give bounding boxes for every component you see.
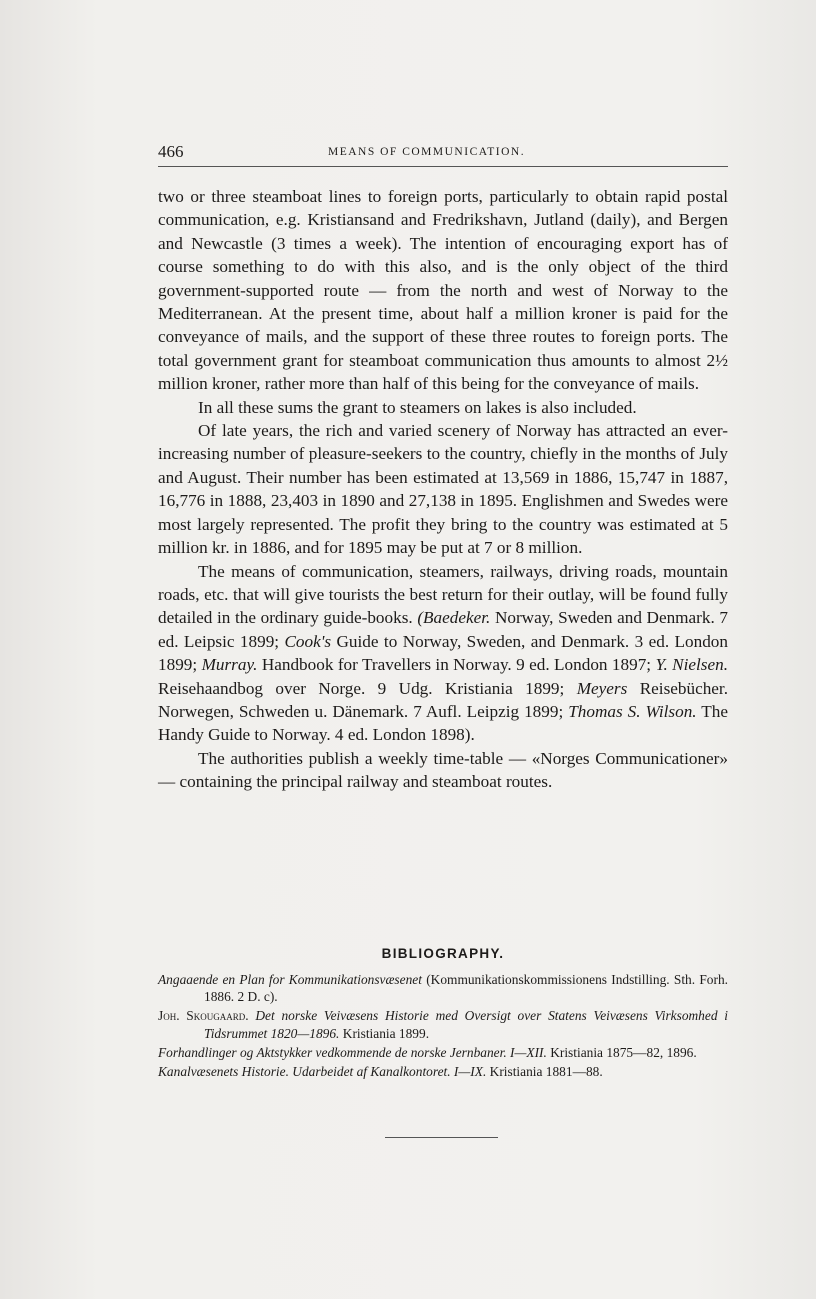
page-header — [158, 142, 728, 167]
bibliography-entry: Kanalvæsenets Historie. Udarbeidet af Kanalkontoret. I—IX. Kristiania 1881—88. — [158, 1064, 603, 1080]
paragraph-timetable: The authorities publish a weekly time-table — «Norges Communicationer» — containing the principal railway and steamboat routes. — [158, 748, 728, 792]
paragraph-tourism: Of late years, the rich and varied scenery of Norway has attracted an ever-increasing number of pleasure-seekers to the country, chiefly in the months of July and August. Their number has been estimated at 13,569 in 1886, 15,747 in 1887, 16,776 in 1888, 23,403 in 1890 and 27,138 in 1895. Englishmen and Swedes were most largely represented. The profit they bring to the country was estimated at 5 million kr. in 1886, and for 1895 may be put at 7 or 8 million. — [158, 421, 728, 558]
bibliography-entry: Forhandlinger og Aktstykker vedkommende de norske Jernbaner. I—XII. Kristiania 1875—82, 1896. — [158, 1044, 697, 1060]
end-rule — [385, 1137, 498, 1138]
paragraph-lake-steamers: In all these sums the grant to steamers on lakes is also included. — [198, 397, 637, 417]
bibliography-heading: BIBLIOGRAPHY. — [381, 946, 505, 961]
bibliography-entry: Joh. Skougaard. Det norske Veivæsens Historie med Oversigt over Statens Veivæsens Virksomhed i Tidsrummet 1820—1896. Kristiania 1899. — [158, 1008, 728, 1041]
paragraph-guidebooks: The means of communication, steamers, railways, driving roads, mountain roads, etc. that will give tourists the best return for their outlay, will be found fully detailed in the ordinary guide-books. (Baedeker. Norway, Sweden and Denmark. 7 ed. Leipsic 1899; Cook's Guide to Norway, Sweden, and Denmark. 3 ed. London 1899; Murray. Handbook for Travellers in Norway. 9 ed. London 1897; Y. Nielsen. Reisehaandbog over Norge. 9 Udg. Kristiania 1899; Meyers Reisebücher. Norwegen, Schweden u. Dänemark. 7 Aufl. Leipzig 1899; Thomas S. Wilson. The Handy Guide to Norway. 4 ed. London 1898). — [158, 561, 728, 745]
body-text — [158, 185, 728, 794]
page-number: 466 — [158, 142, 184, 161]
bibliography-entry: Angaaende en Plan for Kommunikationsvæsenet (Kommunikationskommissionens Indstilling. Sth. Forh. 1886. 2 D. c). — [158, 972, 728, 1005]
running-head: MEANS OF COMMUNICATION. — [328, 146, 526, 158]
paragraph-steamboat-lines: two or three steamboat lines to foreign ports, particularly to obtain rapid postal communication, e.g. Kristiansand and Fredrikshavn, Jutland (daily), and Bergen and Newcastle (3 times a week). The intention of encouraging export has of course something to do with this also, and is the only object of the third government-supported route — from the north and west of Norway to the Mediterranean. At the present time, about half a million kroner is paid for the conveyance of mails, and the support of these three routes to foreign ports. The total government grant for steamboat communication thus amounts to almost 2½ million kroner, rather more than half of this being for the conveyance of mails. — [158, 187, 728, 394]
bibliography-list — [158, 971, 728, 1082]
